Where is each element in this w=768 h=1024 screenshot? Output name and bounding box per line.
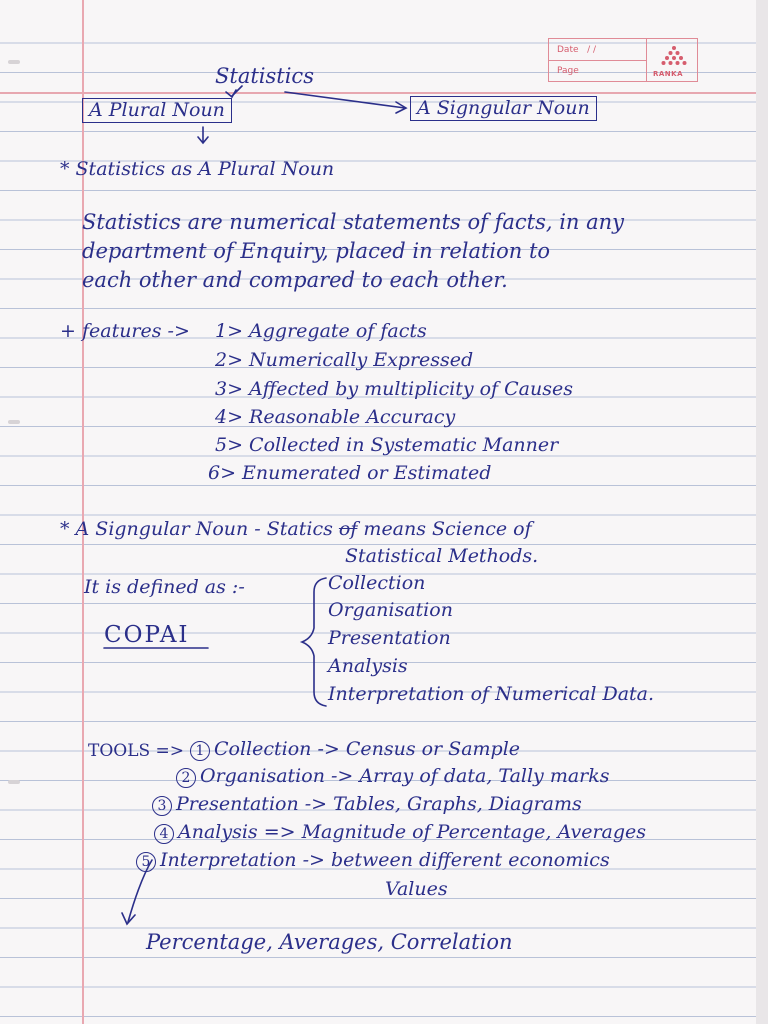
feature-item: 4> Reasonable Accuracy bbox=[215, 406, 456, 428]
copai-acronym: COPAI bbox=[104, 622, 190, 648]
tool-item bbox=[152, 795, 582, 816]
feature-item: 3> Affected by multiplicity of Causes bbox=[215, 378, 573, 400]
feature-item: 1> Aggregate of facts bbox=[215, 320, 427, 342]
tools-label: TOOLS => bbox=[88, 741, 185, 761]
tool-item bbox=[176, 767, 610, 788]
date-label: Date bbox=[557, 45, 579, 55]
tool-text: Interpretation -> between different economics bbox=[160, 849, 610, 871]
defined-as-label: It is defined as :- bbox=[84, 576, 245, 598]
brand-name: RANKA bbox=[653, 70, 684, 78]
heading-statistics: Statistics bbox=[215, 64, 314, 88]
box-singular-noun: A Signgular Noun bbox=[410, 96, 597, 121]
definition-line-2: department of Enquiry, placed in relation to bbox=[82, 239, 551, 263]
date-slashes: / / bbox=[587, 45, 597, 55]
singular-line-1 bbox=[60, 520, 532, 539]
copai-item: Collection bbox=[328, 572, 426, 594]
features-label: + features -> bbox=[60, 320, 190, 342]
struck-word: of bbox=[338, 518, 358, 540]
feature-item: 2> Numerically Expressed bbox=[215, 349, 474, 371]
tool-number: 5 bbox=[136, 852, 156, 872]
tool-number: 3 bbox=[152, 796, 172, 816]
plural-heading: * Statistics as A Plural Noun bbox=[60, 158, 335, 180]
tool-number: 1 bbox=[190, 741, 210, 761]
singular-text-end: means Science of bbox=[363, 518, 532, 540]
copai-item: Organisation bbox=[328, 599, 453, 621]
tool-text: Organisation -> Array of data, Tally marks bbox=[200, 765, 610, 787]
tool-number: 2 bbox=[176, 768, 196, 788]
definition-line-3: each other and compared to each other. bbox=[82, 268, 508, 292]
tool-text: Collection -> Census or Sample bbox=[214, 738, 521, 760]
bottom-line: Percentage, Averages, Correlation bbox=[146, 930, 513, 954]
tool-text: Analysis => Magnitude of Percentage, Averages bbox=[178, 821, 647, 843]
feature-item: 5> Collected in Systematic Manner bbox=[215, 434, 559, 456]
singular-line-2: Statistical Methods. bbox=[345, 545, 539, 567]
feature-item: 6> Enumerated or Estimated bbox=[208, 462, 492, 484]
copai-item: Presentation bbox=[328, 627, 451, 649]
copai-item: Analysis bbox=[328, 655, 408, 677]
copai-item: Interpretation of Numerical Data. bbox=[328, 683, 655, 705]
box-plural-noun: A Plural Noun bbox=[82, 98, 232, 123]
singular-text: * A Signgular Noun - Statics bbox=[60, 518, 333, 540]
definition-line-1: Statistics are numerical statements of facts, in any bbox=[82, 210, 625, 234]
tool-item bbox=[190, 740, 520, 761]
tool-text: Presentation -> Tables, Graphs, Diagrams bbox=[176, 793, 582, 815]
tool-item bbox=[154, 823, 646, 844]
tool-item bbox=[136, 851, 610, 872]
page-label: Page bbox=[557, 66, 579, 76]
tool-number: 4 bbox=[154, 824, 174, 844]
tools-values: Values bbox=[385, 878, 448, 900]
